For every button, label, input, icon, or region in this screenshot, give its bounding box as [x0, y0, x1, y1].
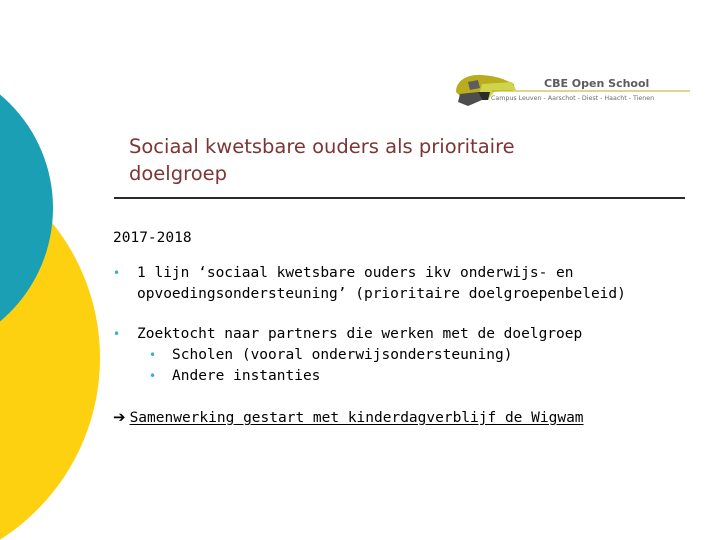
arrow-right-icon: ➔: [113, 408, 126, 426]
bullet-dot-icon: •: [113, 327, 121, 341]
bullet-1-line-1: 1 lijn ‘sociaal kwetsbare ouders ikv onderwijs- en: [137, 265, 574, 281]
sub-bullet-2: Andere instanties: [172, 368, 321, 384]
bullet-2-line-1: Zoektocht naar partners die werken met de doelgroep: [137, 326, 583, 342]
bullet-1-line-2: opvoedingsondersteuning’ (prioritaire doelgroepenbeleid): [137, 286, 626, 302]
slide-title: [129, 133, 649, 187]
year-label: 2017-2018: [113, 230, 192, 246]
logo-name: CBE Open School: [544, 77, 650, 90]
sub-list-item: [149, 366, 703, 387]
logo-tagline: Campus Leuven - Aarschot - Diest - Haacht - Tienen: [491, 95, 655, 102]
sub-list-item: [149, 345, 703, 366]
slide-content: [113, 228, 703, 429]
list-item: [113, 263, 703, 305]
bullet-list: [113, 263, 703, 387]
slide-title-line-2: doelgroep: [129, 162, 227, 185]
bullet-dot-icon: •: [149, 369, 157, 383]
bullet-dot-icon: •: [113, 266, 121, 280]
list-item: [113, 324, 703, 387]
conclusion-text: Samenwerking gestart met kinderdagverblijf de Wigwam: [129, 410, 584, 426]
cbe-logo: [452, 70, 692, 110]
slide-title-line-1: Sociaal kwetsbare ouders als prioritaire: [129, 135, 515, 158]
sub-bullet-list: [137, 345, 703, 387]
sub-bullet-1: Scholen (vooral onderwijsondersteuning): [172, 347, 513, 363]
title-underline: [114, 197, 685, 199]
conclusion: [113, 407, 703, 429]
bullet-dot-icon: •: [149, 348, 157, 362]
